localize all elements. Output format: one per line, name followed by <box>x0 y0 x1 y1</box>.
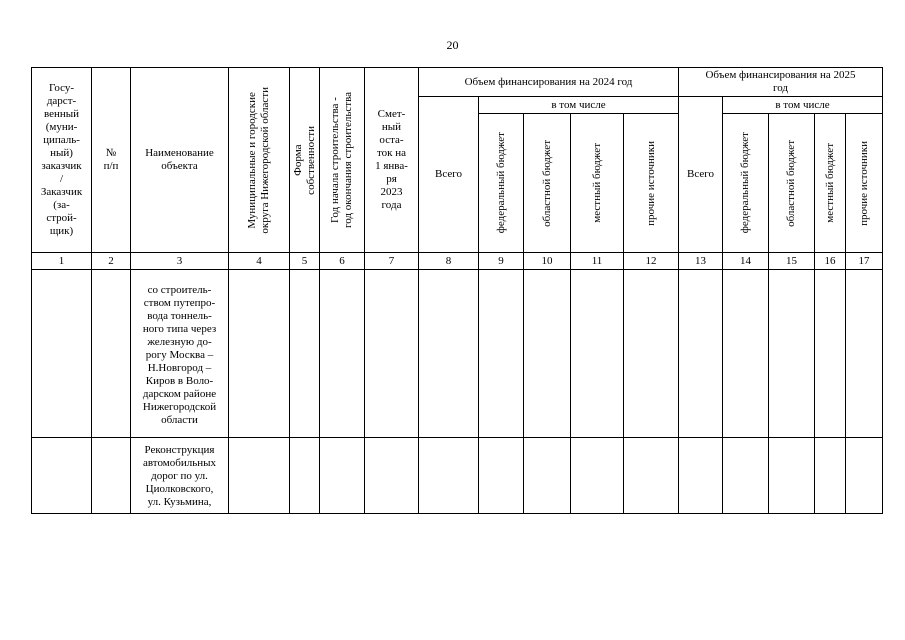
header-local-2025: местный бюджет <box>815 114 846 253</box>
header-total-2025: Всего <box>679 97 723 253</box>
header-including-2025: в том числе <box>723 97 883 114</box>
column-number-row <box>32 253 883 270</box>
object-name-cell: со строитель- ством путепро- вода тоннель- ного типа через железную до- рогу Москва – Н.Новгород – Киров в Воло- дарском районе Нижегородской области <box>131 270 229 438</box>
financing-table <box>31 67 883 514</box>
column-number: 13 <box>679 253 723 270</box>
header-federal-2025: федеральный бюджет <box>723 114 769 253</box>
header-regional-2024: областной бюджет <box>524 114 571 253</box>
column-number: 16 <box>815 253 846 270</box>
column-number: 4 <box>229 253 290 270</box>
header-municipal: Муниципальные и городские округа Нижегородской области <box>229 68 290 253</box>
header-other-2024: прочие источники <box>624 114 679 253</box>
header-other-2025: прочие источники <box>846 114 883 253</box>
column-number: 17 <box>846 253 883 270</box>
header-years: Год начала строительства - год окончания строительства <box>320 68 365 253</box>
column-number: 3 <box>131 253 229 270</box>
header-fin-2024: Объем финансирования на 2024 год <box>419 68 679 97</box>
object-name-cell: Реконструкция автомобильных дорог по ул. Циолковского, ул. Кузьмина, <box>131 438 229 514</box>
header-fin-2025: Объем финансирования на 2025 год <box>679 68 883 97</box>
column-number: 5 <box>290 253 320 270</box>
header-total-2024: Всего <box>419 97 479 253</box>
column-number: 6 <box>320 253 365 270</box>
column-number: 14 <box>723 253 769 270</box>
header-federal-2024: федеральный бюджет <box>479 114 524 253</box>
header-estimate: Смет- ный оста- ток на 1 янва- ря 2023 года <box>365 68 419 253</box>
column-number: 9 <box>479 253 524 270</box>
column-number: 2 <box>92 253 131 270</box>
header-including-2024: в том числе <box>479 97 679 114</box>
column-number: 10 <box>524 253 571 270</box>
column-number: 8 <box>419 253 479 270</box>
header-num: № п/п <box>92 68 131 253</box>
header-name: Наименование объекта <box>131 68 229 253</box>
header-regional-2025: областной бюджет <box>769 114 815 253</box>
column-number: 7 <box>365 253 419 270</box>
column-number: 15 <box>769 253 815 270</box>
page-number: 20 <box>446 38 459 52</box>
column-number: 1 <box>32 253 92 270</box>
header-ownership: Форма собственности <box>290 68 320 253</box>
header-local-2024: местный бюджет <box>571 114 624 253</box>
column-number: 12 <box>624 253 679 270</box>
header-customer: Госу- дарст- венный (муни- ципаль- ный) заказчик / Заказчик (за- строй- щик) <box>32 68 92 253</box>
table-row <box>32 438 883 514</box>
table-row <box>32 270 883 438</box>
column-number: 11 <box>571 253 624 270</box>
